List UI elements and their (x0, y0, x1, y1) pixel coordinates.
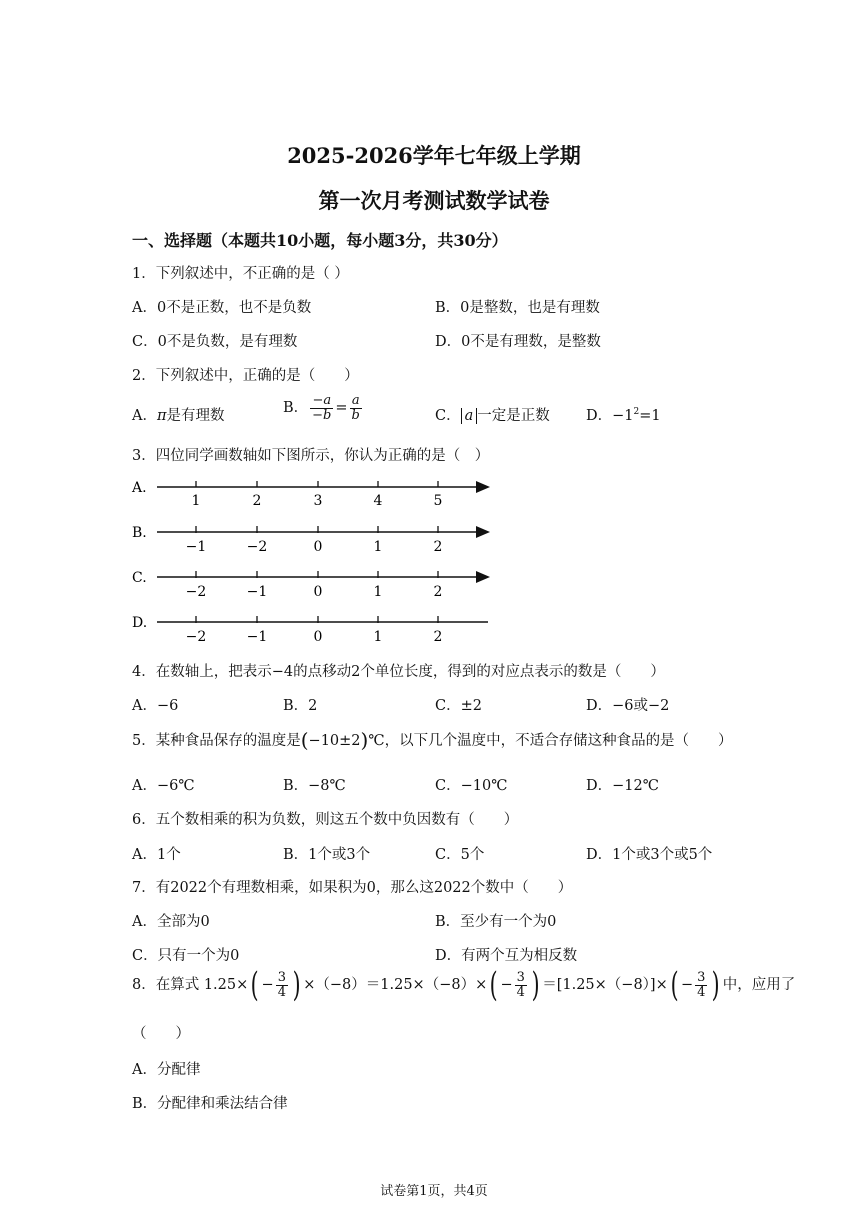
paren-close-icon: ) (292, 965, 301, 1005)
base: −1 (612, 408, 634, 424)
tick-label: 1 (373, 539, 383, 555)
question-4-option-d: D．−6或−2 (586, 698, 670, 714)
stem-part-3: ＝[1.25×（−8）]× (542, 977, 668, 993)
tick-label: 1 (191, 493, 201, 509)
fraction-numerator: 3 (516, 969, 525, 985)
tick-label: −2 (246, 539, 268, 555)
tick-label: 0 (313, 584, 323, 600)
tick-label: −2 (185, 584, 207, 600)
tick-label: 5 (433, 493, 443, 509)
question-8-stem (132, 965, 796, 1005)
question-5-option-b: B．−8℃ (283, 778, 346, 794)
tick-label: 4 (373, 493, 383, 509)
fraction-three-quarters (515, 971, 527, 999)
section-heading: 一、选择题（本题共10小题，每小题3分，共30分） (132, 231, 508, 250)
fraction-numerator: 3 (277, 969, 286, 985)
paren-open-icon: ( (250, 965, 259, 1005)
minus-sign: − (261, 977, 274, 993)
tick-label: 2 (433, 584, 443, 600)
tick-label: 2 (433, 539, 443, 555)
tick-label: 2 (433, 629, 443, 645)
option-text: 一定是正数 (477, 408, 550, 424)
page-footer: 试卷第1页，共4页 (380, 1184, 488, 1199)
fraction-three-quarters (276, 971, 288, 999)
paren-close-icon: ) (360, 728, 369, 752)
question-5-option-c: C．−10℃ (435, 778, 508, 794)
question-1-option-a: A．0不是正数，也不是负数 (132, 300, 312, 316)
fraction-denominator: −b (312, 407, 332, 423)
question-4-option-b: B．2 (283, 698, 318, 714)
question-2-stem: 2．下列叙述中，正确的是（ ） (132, 368, 359, 384)
question-6-option-c: C．5个 (435, 847, 485, 863)
question-6-stem: 6．五个数相乘的积为负数，则这五个数中负因数有（ ） (132, 812, 519, 828)
fraction-numerator: a (350, 394, 362, 409)
option-letter: A． (132, 408, 157, 424)
fraction-denominator: 4 (277, 984, 286, 1000)
question-8-answer-parens: （ ） (132, 1026, 190, 1042)
number-line-1 (131, 480, 490, 509)
question-4-stem: 4．在数轴上，把表示−4的点移动2个单位长度，得到的对应点表示的数是（ ） (132, 664, 665, 680)
question-6-option-b: B．1个或3个 (283, 847, 371, 863)
exam-title-line1: 2025-2026学年七年级上学期 (287, 143, 581, 168)
temperature-expression: −10±2 (308, 733, 361, 749)
question-8-option-a: A．分配律 (132, 1062, 201, 1078)
fraction-denominator: 4 (697, 984, 706, 1000)
exam-title-line2: 第一次月考测试数学试卷 (318, 188, 550, 213)
question-5-stem (132, 728, 733, 752)
stem-suffix: ℃，以下几个温度中，不适合存储这种食品的是（ ） (368, 733, 733, 749)
absolute-value: a (461, 408, 478, 424)
fraction-denominator: b (351, 407, 360, 423)
number-line-letter: B. (132, 525, 147, 541)
number-line-letter: D. (132, 615, 148, 631)
question-7-option-c: C．只有一个为0 (132, 948, 240, 964)
fraction-numerator: −a (310, 394, 333, 409)
tick-label: 0 (313, 629, 323, 645)
paren-open-icon: ( (489, 965, 498, 1005)
option-text: 是有理数 (166, 408, 225, 424)
question-5-option-d: D．−12℃ (586, 778, 659, 794)
question-1-option-c: C．0不是负数，是有理数 (132, 334, 298, 350)
paren-open-icon: ( (670, 965, 679, 1005)
pi-symbol: π (156, 408, 167, 424)
option-letter: C． (435, 408, 461, 424)
tick-label: 1 (373, 584, 383, 600)
tick-label: 0 (313, 539, 323, 555)
question-4-option-c: C．±2 (435, 698, 482, 714)
fraction-numerator: 3 (697, 969, 706, 985)
question-6-option-d: D．1个或3个或5个 (586, 847, 713, 863)
equation-rest: =1 (639, 408, 661, 424)
tick-label: −1 (246, 629, 268, 645)
question-8-option-b: B．分配律和乘法结合律 (132, 1096, 288, 1112)
question-3-stem: 3．四位同学画数轴如下图所示，你认为正确的是（ ） (132, 448, 490, 464)
option-letter: D． (586, 408, 613, 424)
question-7-option-a: A．全部为0 (132, 914, 210, 930)
tick-label: −1 (246, 584, 268, 600)
fraction-three-quarters (695, 971, 707, 999)
arrow-head-icon (476, 526, 490, 538)
number-line-2 (132, 525, 490, 555)
number-line-letter: A. (132, 480, 147, 496)
exponent: 2 (633, 407, 640, 418)
minus-sign: − (500, 977, 513, 993)
stem-prefix: 5．某种食品保存的温度是 (132, 733, 301, 749)
tick-label: 1 (373, 629, 383, 645)
question-7-option-d: D．有两个互为相反数 (435, 948, 578, 964)
tick-label: −2 (185, 629, 207, 645)
minus-sign: − (681, 977, 694, 993)
arrow-head-icon (476, 481, 490, 493)
question-5-option-a: A．−6℃ (132, 778, 195, 794)
equals-sign: = (335, 400, 348, 417)
paren-open-icon: ( (300, 728, 309, 752)
option-letter: B． (283, 400, 309, 417)
tick-label: 2 (252, 493, 262, 509)
number-line-letter: C. (132, 570, 147, 586)
paren-close-icon: ) (531, 965, 540, 1005)
question-7-stem: 7．有2022个有理数相乘，如果积为0，那么这2022个数中（ ） (132, 880, 573, 896)
question-1-option-b: B．0是整数，也是有理数 (435, 300, 600, 316)
question-6-option-a: A．1个 (132, 847, 181, 863)
stem-part-4: 中，应用了 (722, 977, 796, 993)
arrow-head-icon (476, 571, 490, 583)
stem-part-2: ×（−8）＝1.25×（−8）× (303, 977, 488, 993)
question-1-stem: 1．下列叙述中，不正确的是（ ） (132, 266, 349, 282)
tick-label: −1 (185, 539, 207, 555)
stem-part-1: 8．在算式 1.25× (132, 977, 249, 993)
fraction-denominator: 4 (516, 984, 525, 1000)
question-7-option-b: B．至少有一个为0 (435, 914, 557, 930)
tick-label: 3 (313, 493, 323, 509)
number-line-4 (132, 615, 488, 645)
paren-close-icon: ) (712, 965, 721, 1005)
number-line-3 (132, 570, 490, 600)
question-1-option-d: D．0不是有理数，是整数 (435, 334, 601, 350)
question-4-option-a: A．−6 (132, 698, 179, 714)
